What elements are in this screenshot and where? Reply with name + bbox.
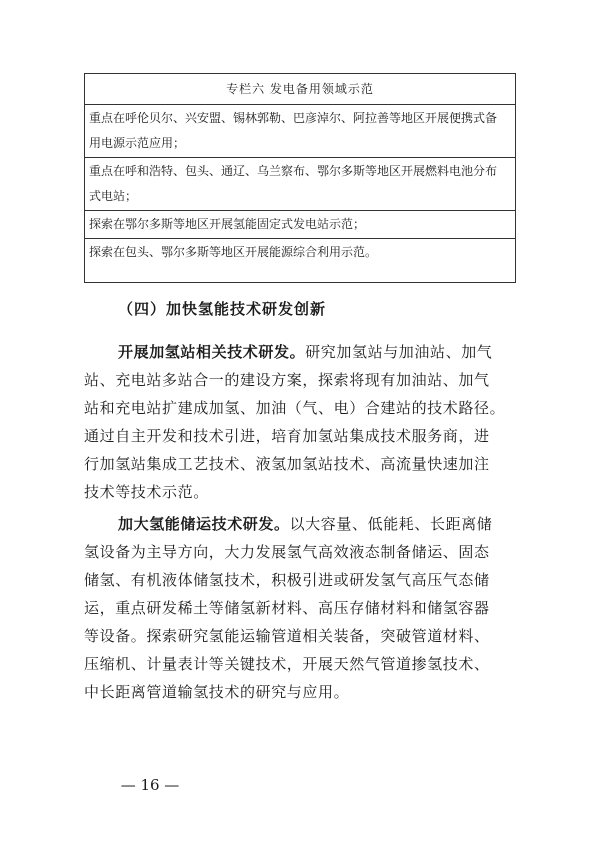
box-item-line: 探索在包头、鄂尔多斯等地区开展能源综合利用示范。: [89, 245, 378, 259]
paragraph-line: 储氢、有机液体储氢技术，积极引进或研发氢气高压气态储: [84, 571, 490, 589]
box-item: [85, 238, 515, 266]
box-item-line: 重点在呼伦贝尔、兴安盟、锡林郭勒、巴彦淖尔、阿拉善等地区开展便携式备: [89, 111, 498, 125]
column-box: [84, 73, 516, 283]
paragraph-line: 技术等技术示范。: [84, 483, 209, 501]
paragraph-line: 行加氢站集成工艺技术、液氢加氢站技术、高流量快速加注: [84, 455, 490, 473]
box-item: [85, 157, 515, 210]
box-item-line: 用电源示范应用；: [89, 136, 186, 150]
paragraph-line: 等设备。探索研究氢能运输管道相关装备，突破管道材料、: [84, 627, 490, 645]
paragraph-text: 研究加氢站与加油站、加气: [305, 343, 493, 361]
box-item-line: 重点在呼和浩特、包头、通辽、乌兰察布、鄂尔多斯等地区开展燃料电池分布: [89, 164, 498, 178]
paragraph-line: 站、充电站多站合一的建设方案，探索将现有加油站、加气: [84, 371, 490, 389]
box-title: 专栏六 发电备用领域示范: [85, 74, 515, 105]
paragraph-line: 运，重点研发稀土等储氢新材料、高压存储材料和储氢容器: [84, 599, 490, 617]
paragraph-lead: 开展加氢站相关技术研发。: [118, 343, 306, 361]
paragraph-lead: 加大氢能储运技术研发。: [118, 515, 290, 533]
paragraph-line: [84, 338, 524, 366]
box-item: [85, 105, 515, 157]
paragraph-refueling: [84, 338, 524, 506]
paragraph-line: 通过自主开发和技术引进，培育加氢站集成技术服务商，进: [84, 427, 490, 445]
paragraph-storage: [84, 510, 524, 706]
section-heading: （四）加快氢能技术研发创新: [118, 300, 327, 318]
paragraph-line: 氢设备为主导方向，大力发展氢气高效液态制备储运、固态: [84, 543, 490, 561]
paragraph-line: 压缩机、计量表计等关键技术，开展天然气管道掺氢技术、: [84, 655, 490, 673]
box-item-line: 探索在鄂尔多斯等地区开展氢能固定式发电站示范；: [89, 217, 366, 231]
box-item-line: 式电站；: [89, 189, 138, 203]
paragraph-line: 站和充电站扩建成加氢、加油（气、电）合建站的技术路径。: [84, 399, 506, 417]
paragraph-text: 以大容量、低能耗、长距离储: [289, 515, 493, 533]
paragraph-line: [84, 510, 524, 538]
paragraph-line: 中长距离管道输氢技术的研究与应用。: [84, 683, 350, 701]
page-number: — 16 —: [120, 776, 180, 794]
box-item: [85, 210, 515, 238]
